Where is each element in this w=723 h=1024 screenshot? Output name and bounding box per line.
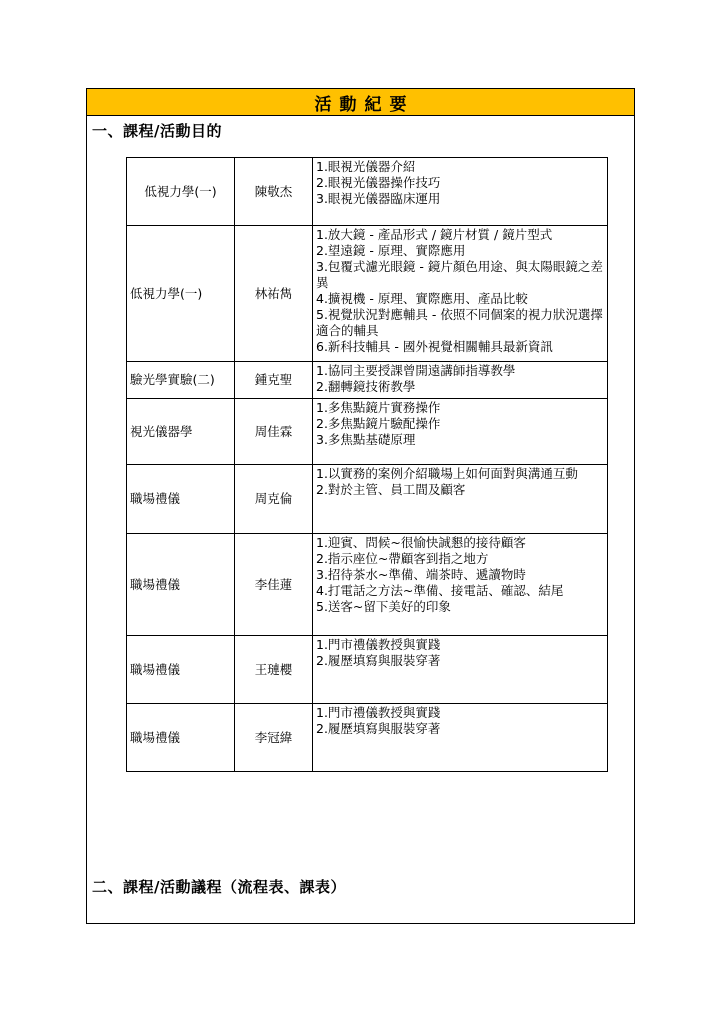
content-item: 2.指示座位~帶顧客到指之地方 [316, 551, 489, 566]
course-content-cell [313, 704, 608, 772]
table-row [127, 534, 608, 636]
table-row [127, 636, 608, 704]
teacher-name-cell: 陳敬杰 [235, 158, 313, 226]
course-content-cell [313, 399, 608, 465]
content-item: 1.放大鏡 - 產品形式 / 鏡片材質 / 鏡片型式 [316, 227, 553, 242]
course-name-cell: 低視力學(一) [127, 158, 235, 226]
content-item: 5.視覺狀況對應輔具 - 依照不同個案的視力狀況選擇適合的輔具 [316, 307, 603, 338]
content-item: 1.門市禮儀教授與實踐 [316, 637, 441, 652]
course-content-cell [313, 534, 608, 636]
course-name-cell: 驗光學實驗(二) [127, 362, 235, 399]
course-name-cell: 職場禮儀 [127, 704, 235, 772]
content-item: 3.眼視光儀器臨床運用 [316, 191, 441, 206]
content-item: 2.履歷填寫與服裝穿著 [316, 721, 441, 736]
table-row [127, 158, 608, 226]
course-name-cell: 職場禮儀 [127, 534, 235, 636]
content-item: 1.以實務的案例介紹職場上如何面對與溝通互動 [316, 466, 578, 481]
course-table-body [127, 158, 608, 772]
content-item: 4.擴視機 - 原理、實際應用、產品比較 [316, 291, 528, 306]
teacher-name-cell: 周佳霖 [235, 399, 313, 465]
teacher-name-cell: 鍾克聖 [235, 362, 313, 399]
section-1-heading: 一、課程/活動目的 [92, 122, 222, 140]
course-name-cell: 視光儀器學 [127, 399, 235, 465]
activity-summary-frame [86, 88, 635, 924]
table-row [127, 465, 608, 534]
teacher-name-cell: 李冠緯 [235, 704, 313, 772]
content-item: 4.打電話之方法~準備、接電話、確認、結尾 [316, 583, 564, 598]
table-row [127, 399, 608, 465]
course-content-cell [313, 636, 608, 704]
content-item: 6.新科技輔具 - 國外視覺相關輔具最新資訊 [316, 339, 553, 354]
content-item: 2.多焦點鏡片驗配操作 [316, 416, 441, 431]
content-item: 2.望遠鏡 - 原理、實際應用 [316, 243, 466, 258]
section-2-heading: 二、課程/活動議程（流程表、課表） [92, 878, 346, 896]
course-content-cell [313, 362, 608, 399]
table-row [127, 226, 608, 362]
course-name-cell: 職場禮儀 [127, 636, 235, 704]
content-item: 1.門市禮儀教授與實踐 [316, 705, 441, 720]
course-content-cell [313, 465, 608, 534]
course-name-cell: 職場禮儀 [127, 465, 235, 534]
content-item: 1.協同主要授課曾開遠講師指導教學 [316, 363, 516, 378]
teacher-name-cell: 王璉櫻 [235, 636, 313, 704]
content-item: 5.送客~留下美好的印象 [316, 599, 451, 614]
content-item: 2.對於主管、員工間及顧客 [316, 482, 466, 497]
banner-title: 活動紀要 [87, 89, 634, 116]
content-item: 1.多焦點鏡片實務操作 [316, 400, 441, 415]
content-item: 3.多焦點基礎原理 [316, 432, 416, 447]
course-table [126, 157, 608, 772]
content-item: 3.包覆式濾光眼鏡 - 鏡片顏色用途、與太陽眼鏡之差異 [316, 259, 603, 290]
table-row [127, 704, 608, 772]
table-row [127, 362, 608, 399]
course-content-cell [313, 226, 608, 362]
teacher-name-cell: 李佳蓮 [235, 534, 313, 636]
course-name-cell: 低視力學(一) [127, 226, 235, 362]
course-content-cell [313, 158, 608, 226]
content-item: 2.眼視光儀器操作技巧 [316, 175, 441, 190]
content-item: 2.履歷填寫與服裝穿著 [316, 653, 441, 668]
teacher-name-cell: 林祐雋 [235, 226, 313, 362]
teacher-name-cell: 周克倫 [235, 465, 313, 534]
content-item: 1.迎賓、問候~很愉快誠懇的接待顧客 [316, 535, 526, 550]
content-item: 1.眼視光儀器介紹 [316, 159, 416, 174]
content-item: 2.翻轉鏡技術教學 [316, 379, 416, 394]
content-item: 3.招待茶水~準備、端茶時、遞讀物時 [316, 567, 526, 582]
